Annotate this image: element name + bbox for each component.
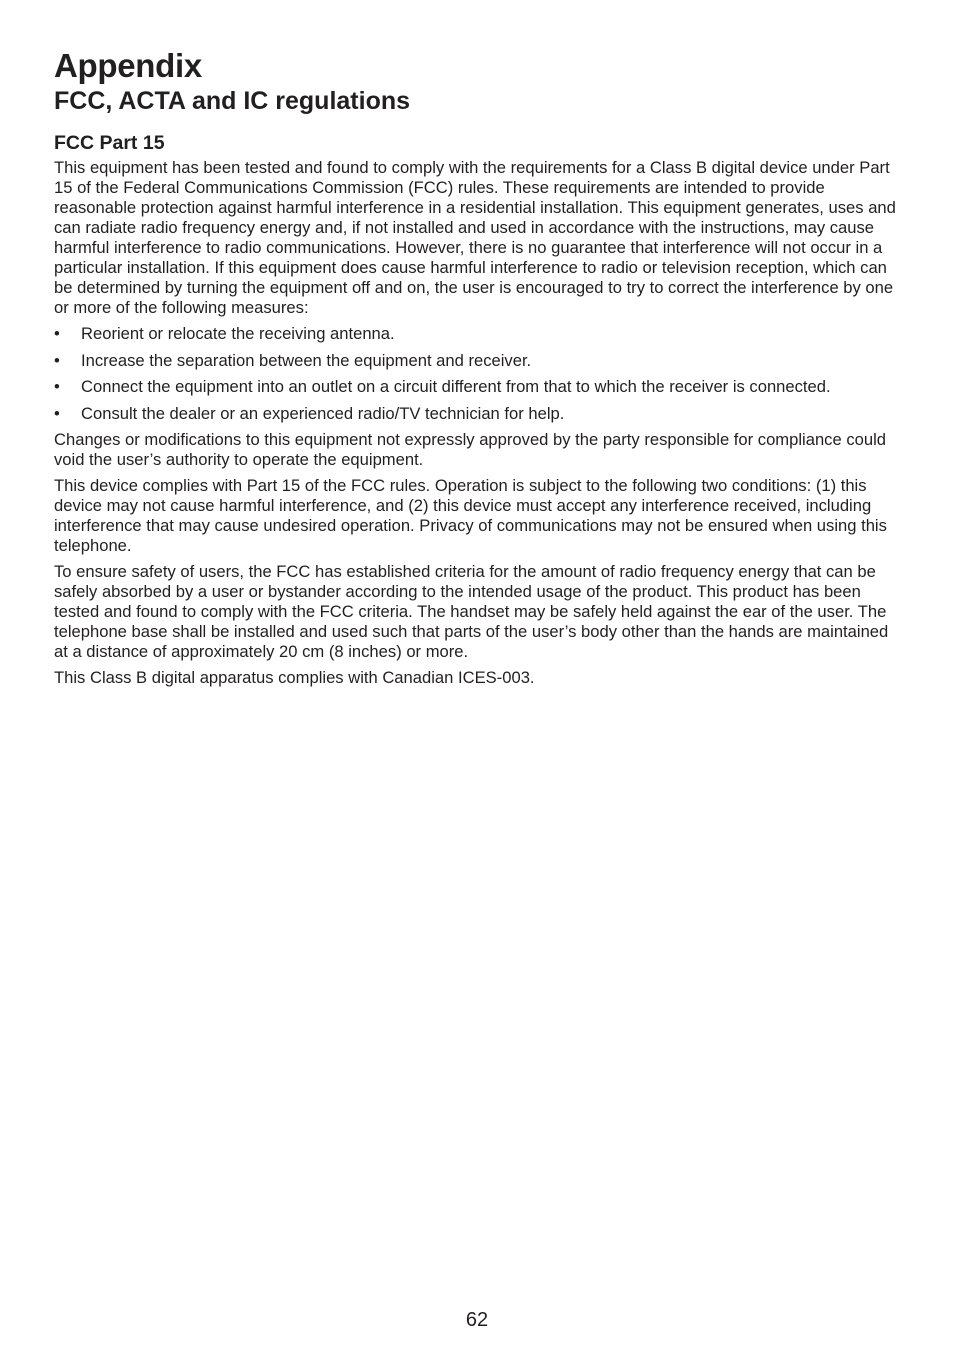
modifications-paragraph: Changes or modifications to this equipment not expressly approved by the party responsible for compliance could void the user’s authority to operate the equipment. bbox=[54, 430, 886, 469]
intro-paragraph: This equipment has been tested and found to comply with the requirements for a Class B digital device under Part 15 of the Federal Communications Commission (FCC) rules. These requirements are intended to provide reasonable protection against harmful interference in a residential installation. This equipment generates, uses and can radiate radio frequency energy and, if not installed and used in accordance with the instructions, may cause harmful interference to radio communications. However, there is no guarantee that interference will not occur in a particular installation. If this equipment does cause harmful interference to radio or television reception, which can be determined by turning the equipment off and on, the user is encouraged to try to correct the interference by one or more of the following measures: bbox=[54, 158, 896, 317]
list-item-text: Reorient or relocate the receiving antenna. bbox=[81, 324, 395, 343]
measures-list bbox=[54, 324, 902, 424]
ices-paragraph: This Class B digital apparatus complies with Canadian ICES-003. bbox=[54, 668, 535, 687]
list-item bbox=[54, 404, 902, 424]
list-item bbox=[54, 351, 902, 371]
list-item bbox=[54, 324, 902, 344]
document-page bbox=[54, 46, 902, 688]
list-item bbox=[54, 377, 902, 397]
bullet-icon: • bbox=[54, 324, 60, 343]
section-title: FCC, ACTA and IC regulations bbox=[54, 87, 411, 115]
rf-safety-paragraph: To ensure safety of users, the FCC has established criteria for the amount of radio frequency energy that can be safely absorbed by a user or bystander according to the intended usage of the product. This product has been tested and found to comply with the FCC criteria. The handset may be safely held against the ear of the user. The telephone base shall be installed and used such that parts of the user’s body other than the hands are maintained at a distance of approximately 20 cm (8 inches) or more. bbox=[54, 562, 889, 661]
subsection-heading: FCC Part 15 bbox=[54, 132, 165, 154]
bullet-icon: • bbox=[54, 350, 60, 370]
bullet-icon: • bbox=[54, 403, 60, 423]
page-title: Appendix bbox=[54, 47, 202, 84]
compliance-paragraph: This device complies with Part 15 of the FCC rules. Operation is subject to the following two conditions: (1) this device may not cause harmful interference, and (2) this device must accept any interference received, including interference that may cause undesired operation. Privacy of communications may not be ensured when using this telephone. bbox=[54, 476, 887, 555]
bullet-icon: • bbox=[54, 377, 60, 396]
list-item-text: Consult the dealer or an experienced radio/TV technician for help. bbox=[81, 403, 565, 423]
page-number: 62 bbox=[465, 1309, 489, 1331]
list-item-text: Increase the separation between the equipment and receiver. bbox=[81, 350, 532, 370]
list-item-text: Connect the equipment into an outlet on a circuit different from that to which the receiver is connected. bbox=[81, 377, 831, 396]
